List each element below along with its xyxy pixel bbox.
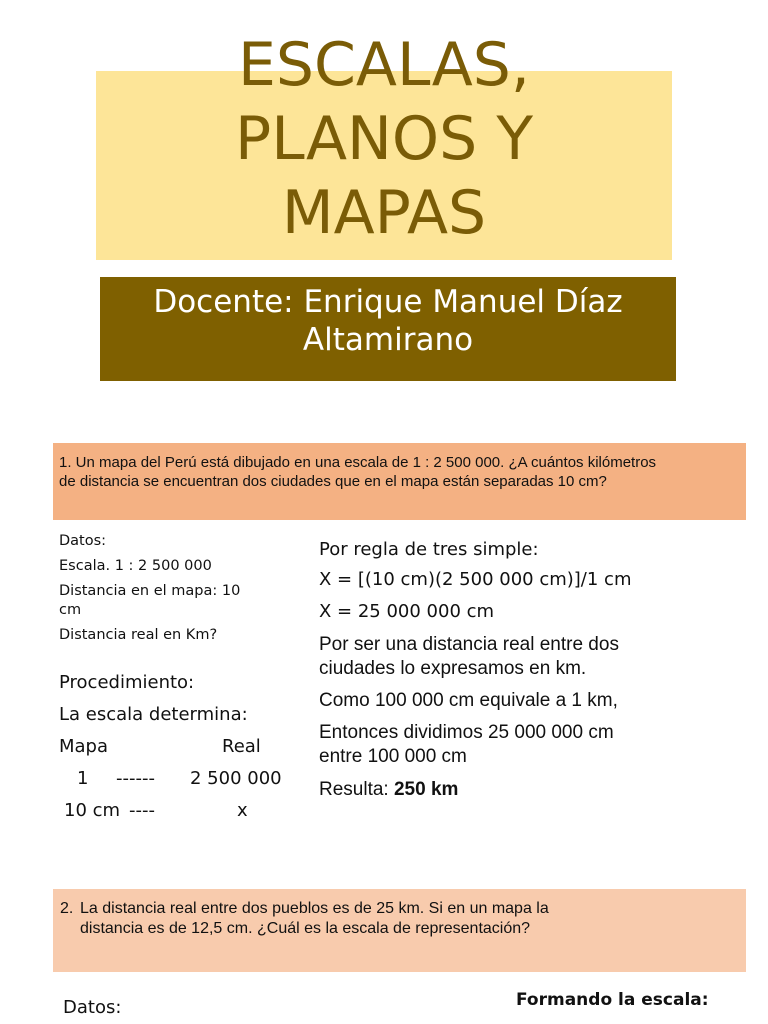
row2-real: x [237,800,248,821]
row2-dash: ---- [129,800,155,821]
datos-escala: Escala. 1 : 2 500 000 [59,558,212,574]
datos-real: Distancia real en Km? [59,627,218,643]
problem-2-box: 2. La distancia real entre dos pueblos es de 25 km. Si en un mapa la distancia es de 12,5 cm. ¿Cuál es la escala de representación? [53,889,746,972]
dividimos-2: entre 100 000 cm [319,746,467,767]
datos-mapa-2: cm [59,602,82,618]
formando-heading: Formando la escala: [516,990,709,1010]
datos-mapa-1: Distancia en el mapa: 10 [59,583,241,599]
result-cm: X = 25 000 000 cm [319,601,495,622]
procedimiento-heading: Procedimiento: [59,672,195,693]
expresamos-1: Por ser una distancia real entre dos [319,634,619,655]
datos-heading: Datos: [59,533,107,549]
resulta [319,778,458,802]
col-real-header: Real [222,736,261,757]
problem-1-box: 1. Un mapa del Perú está dibujado en una escala de 1 : 2 500 000. ¿A cuántos kilómetros de distancia se encuentran dos ciudades que en el mapa están separadas 10 cm? [53,443,746,520]
formula: X = [(10 cm)(2 500 000 cm)]/1 cm [319,569,632,590]
datos-block [59,532,269,645]
row1-real: 2 500 000 [190,768,282,789]
row1-dash: ------ [116,768,155,789]
teacher-name-line1: Docente: Enrique Manuel Díaz [153,284,623,320]
row2-mapa: 10 cm [64,800,121,821]
equivale: Como 100 000 cm equivale a 1 km, [319,690,618,711]
datos2-heading: Datos: [63,997,122,1018]
row1-mapa: 1 [77,768,89,789]
teacher-name-line2: Altamirano [302,322,474,358]
escala-determina: La escala determina: [59,704,248,725]
page-title: ESCALAS, PLANOS Y MAPAS [235,30,533,248]
problem-2-number: 2. [60,900,74,917]
col-mapa-header: Mapa [59,736,109,757]
regla-tres: Por regla de tres simple: [319,539,539,560]
teacher-banner [100,277,676,381]
resulta-value: 250 km [393,779,459,800]
resulta-label: Resulta: [319,779,394,800]
expresamos-2: ciudades lo expresamos en km. [319,658,587,679]
dividimos-1: Entonces dividimos 25 000 000 cm [319,722,614,743]
